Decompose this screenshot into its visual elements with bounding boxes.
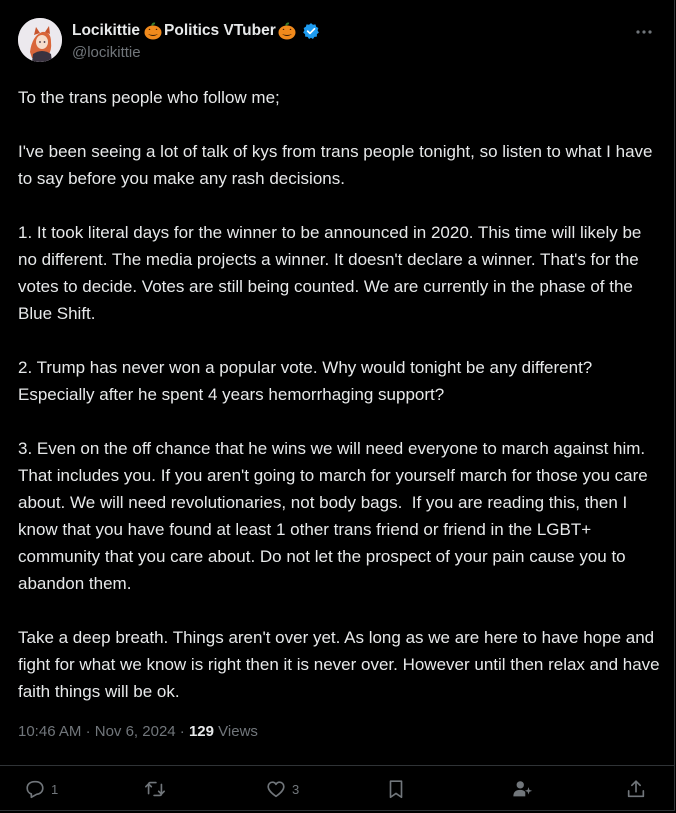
heart-icon [265, 778, 287, 800]
tweet-time[interactable]: 10:46 AM [18, 723, 82, 740]
author-info [72, 21, 320, 63]
grok-people-icon [512, 778, 534, 800]
tweet-paragraph: 3. Even on the off chance that he wins we will need everyone to march against him. That includes you. If you aren't going to march for yourself march for those you care about. We will need revolutionaries, not body bags. If you are reading this, then I know that you have found at least 1 other trans friend or friend in the LGBT+ community that you care about. Do not let the prospect of your pain cause you to abandon them. [18, 439, 653, 593]
grok-button[interactable] [512, 778, 534, 800]
action-bar [0, 765, 675, 813]
display-name-part1: Locikittie [72, 22, 141, 39]
display-name[interactable] [72, 21, 320, 41]
avatar[interactable] [18, 18, 62, 62]
tweet-paragraph: I've been seeing a lot of talk of kys from trans people tonight, so listen to what I have to say before you make any rash decisions. [18, 142, 658, 188]
tweet-text [18, 84, 663, 732]
pumpkin-icon [277, 21, 297, 41]
reply-count: 1 [51, 781, 59, 797]
tweet-header [18, 18, 658, 68]
share-icon [625, 778, 647, 800]
author-handle[interactable]: @locikittie [72, 44, 141, 61]
more-horizontal-icon [635, 29, 653, 35]
meta-separator: · [179, 723, 185, 740]
tweet-paragraph: Take a deep breath. Things aren't over yet. As long as we are here to have hope and fight for what we know is right then it is never over. However until then relax and have faith things will be ok. [18, 628, 665, 701]
tweet-date[interactable]: Nov 6, 2024 [94, 723, 176, 740]
verified-badge-icon [302, 22, 320, 40]
meta-separator: · [85, 723, 91, 740]
views-count: 129 [188, 723, 214, 740]
pumpkin-icon [143, 21, 163, 41]
like-button[interactable] [265, 778, 299, 800]
retweet-button[interactable] [144, 778, 171, 800]
more-options-button[interactable] [634, 22, 654, 42]
retweet-icon [144, 778, 166, 800]
share-button[interactable] [625, 778, 647, 800]
reply-icon [24, 778, 46, 800]
tweet-paragraph: 2. Trump has never won a popular vote. Why would tonight be any different? Especially after he spent 4 years hemorrhaging support? [18, 358, 597, 404]
tweet-meta [18, 722, 258, 742]
bookmark-button[interactable] [385, 778, 407, 800]
tweet-paragraph: 1. It took literal days for the winner to be announced in 2020. This time will likely be no different. The media projects a winner. It doesn't declare a winner. That's for the votes to decide. Votes are still being counted. We are currently in the phase of the Blue Shift. [18, 223, 647, 323]
like-count: 3 [292, 781, 300, 797]
views-label: Views [218, 723, 258, 740]
reply-button[interactable] [24, 778, 58, 800]
avatar-image [18, 18, 62, 62]
tweet-paragraph: To the trans people who follow me; [18, 88, 280, 107]
display-name-part2: Politics VTuber [164, 22, 276, 39]
bookmark-icon [385, 778, 407, 800]
